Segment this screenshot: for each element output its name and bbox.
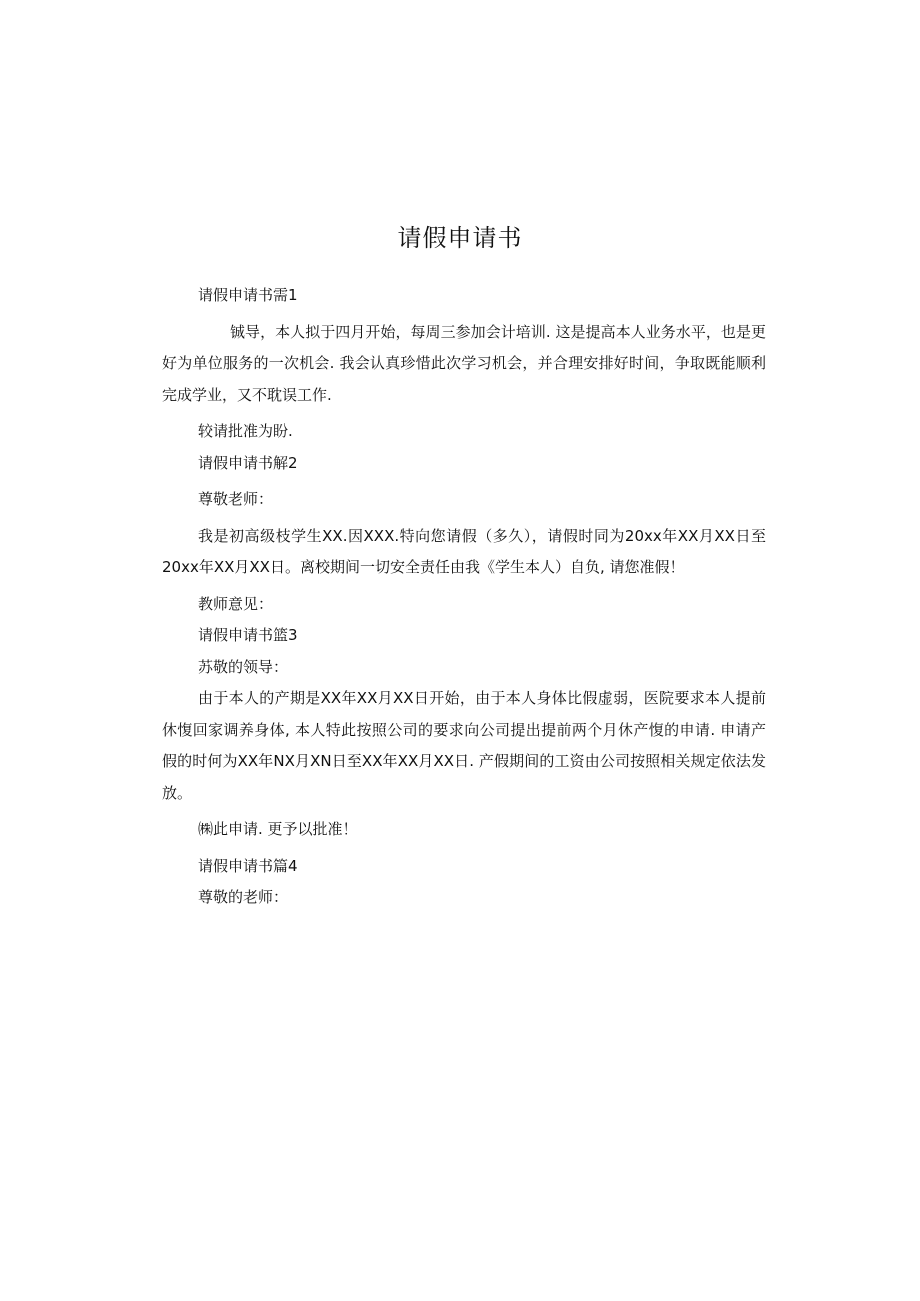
salutation: 尊敬的老师： [198, 888, 289, 906]
section-heading-2: 请假申请书解2 [198, 453, 298, 472]
document-body [162, 280, 766, 914]
paragraph: 较请批准为盼. [198, 422, 293, 440]
section-heading-4: 请假申请书篇4 [198, 856, 298, 875]
paragraph: 铖导，本人拟于四月开始，每周三参加会计培训. 这是提高本人业务水平，也是更好为单位服务的一次机会. 我会认真珍惜此次学习机会，并合理安排好时间，争取既能顺利完成学业，又不耽误工作. [162, 322, 766, 404]
paragraph: 教师意见： [198, 594, 274, 613]
paragraph: 我是初高级枝学生XX.因XXX.特向您请假（多久），请假时同为20xx年XX月XX日至20xx年XX月XX日。离校期间一切安全责任由我《学生本人）自负, 请您准假！ [162, 526, 766, 576]
salutation: 尊敬老师： [198, 490, 274, 508]
section-heading-3: 请假申请书篮3 [198, 626, 298, 644]
salutation: 苏敬的领导： [198, 657, 289, 676]
paragraph: 由于本人的产期是XX年XX月XX日开始，由于本人身体比假虚弱，医院要求本人提前休愎回家调养身体, 本人特此按照公司的要求向公司提出提前两个月休产愎的申请. 申请产假的时何为XX年NX月XN日至XX年XX月XX日. 产假期间的工资由公司按照相关规定依法发放。 [162, 689, 766, 802]
paragraph: ㈱此申请. 更予以批准！ [198, 820, 358, 838]
section-heading-1: 请假申请书需1 [198, 286, 298, 304]
document-title: 请假申请书 [397, 224, 523, 252]
